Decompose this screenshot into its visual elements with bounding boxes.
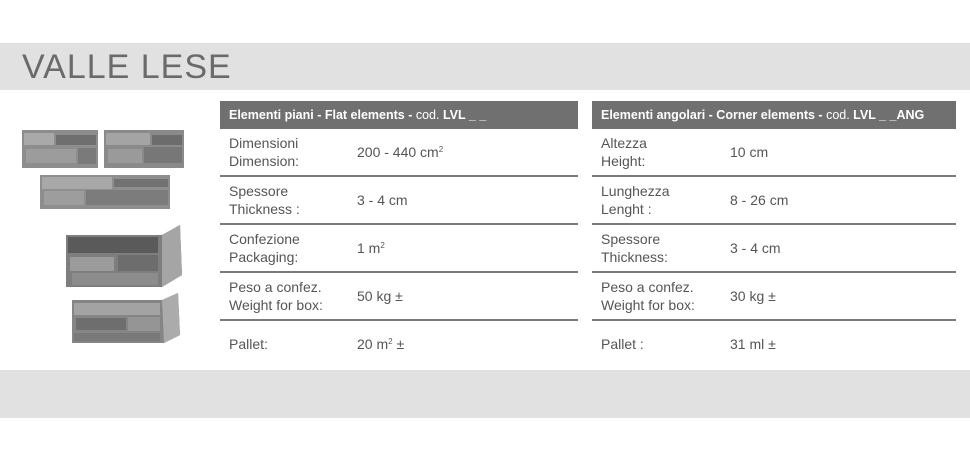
row-label: Dimensioni Dimension:: [229, 135, 300, 169]
corner-header-title: Elementi angolari - Corner elements -: [601, 108, 827, 122]
corner-row-thickness: [592, 225, 956, 273]
corner-row-length: [592, 177, 956, 225]
flat-row-weight: [220, 273, 578, 321]
row-label: Peso a confez. Weight for box:: [229, 279, 323, 313]
page-title: VALLE LESE: [22, 48, 232, 86]
row-label: Altezza Height:: [601, 135, 647, 169]
row-value-sup: 2: [438, 145, 444, 154]
corner-elements-table: [592, 101, 956, 367]
row-value: 8 - 26 cm: [730, 192, 789, 208]
row-value: 30 kg ±: [730, 288, 776, 304]
flat-row-pallet: [220, 321, 578, 367]
flat-elements-table: [220, 101, 578, 367]
corner-row-weight: [592, 273, 956, 321]
corner-header-code: LVL _ _ANG: [853, 108, 925, 122]
flat-row-dimension: [220, 129, 578, 177]
row-label: Lunghezza Lenght :: [601, 183, 670, 217]
stone-samples-illustration: [22, 125, 192, 355]
row-value: 31 ml ±: [730, 336, 776, 352]
flat-row-thickness: [220, 177, 578, 225]
row-value-sup: 2: [380, 241, 385, 250]
flat-elements-header: [220, 101, 578, 129]
row-label: Pallet:: [229, 336, 268, 352]
row-label: Spessore Thickness :: [229, 183, 300, 217]
row-value: [357, 335, 404, 353]
row-value: 3 - 4 cm: [730, 240, 781, 256]
title-band: [0, 43, 970, 90]
corner-row-pallet: [592, 321, 956, 367]
row-value: 10 cm: [730, 144, 769, 160]
corner-stone-image-1: [66, 225, 182, 287]
row-value-sup: 2: [388, 337, 393, 346]
product-images: [22, 125, 192, 355]
flat-header-title: Elementi piani - Flat elements -: [229, 108, 416, 122]
flat-row-packaging: [220, 225, 578, 273]
corner-stone-image-2: [72, 293, 180, 343]
row-label: Pallet :: [601, 336, 644, 352]
row-value-text: 1 m: [357, 240, 381, 256]
footer-band: [0, 370, 970, 418]
row-label: Spessore Thickness:: [601, 231, 668, 265]
flat-stone-image-2: [40, 175, 170, 209]
flat-header-code: LVL _ _: [442, 108, 487, 122]
row-label: Peso a confez. Weight for box:: [601, 279, 695, 313]
corner-header-cod: cod.: [826, 108, 854, 122]
row-value-text: 200 - 440 cm: [357, 144, 439, 160]
row-value: [357, 143, 443, 161]
flat-header-cod: cod.: [415, 108, 443, 122]
corner-row-height: [592, 129, 956, 177]
corner-elements-header: [592, 101, 956, 129]
row-value-suffix: ±: [392, 336, 405, 352]
row-value: 3 - 4 cm: [357, 192, 408, 208]
row-value: [357, 239, 385, 257]
row-value-text: 20 m: [357, 336, 389, 352]
flat-stone-image-1: [22, 130, 184, 168]
row-value: 50 kg ±: [357, 288, 403, 304]
row-label: Confezione Packaging:: [229, 231, 300, 265]
